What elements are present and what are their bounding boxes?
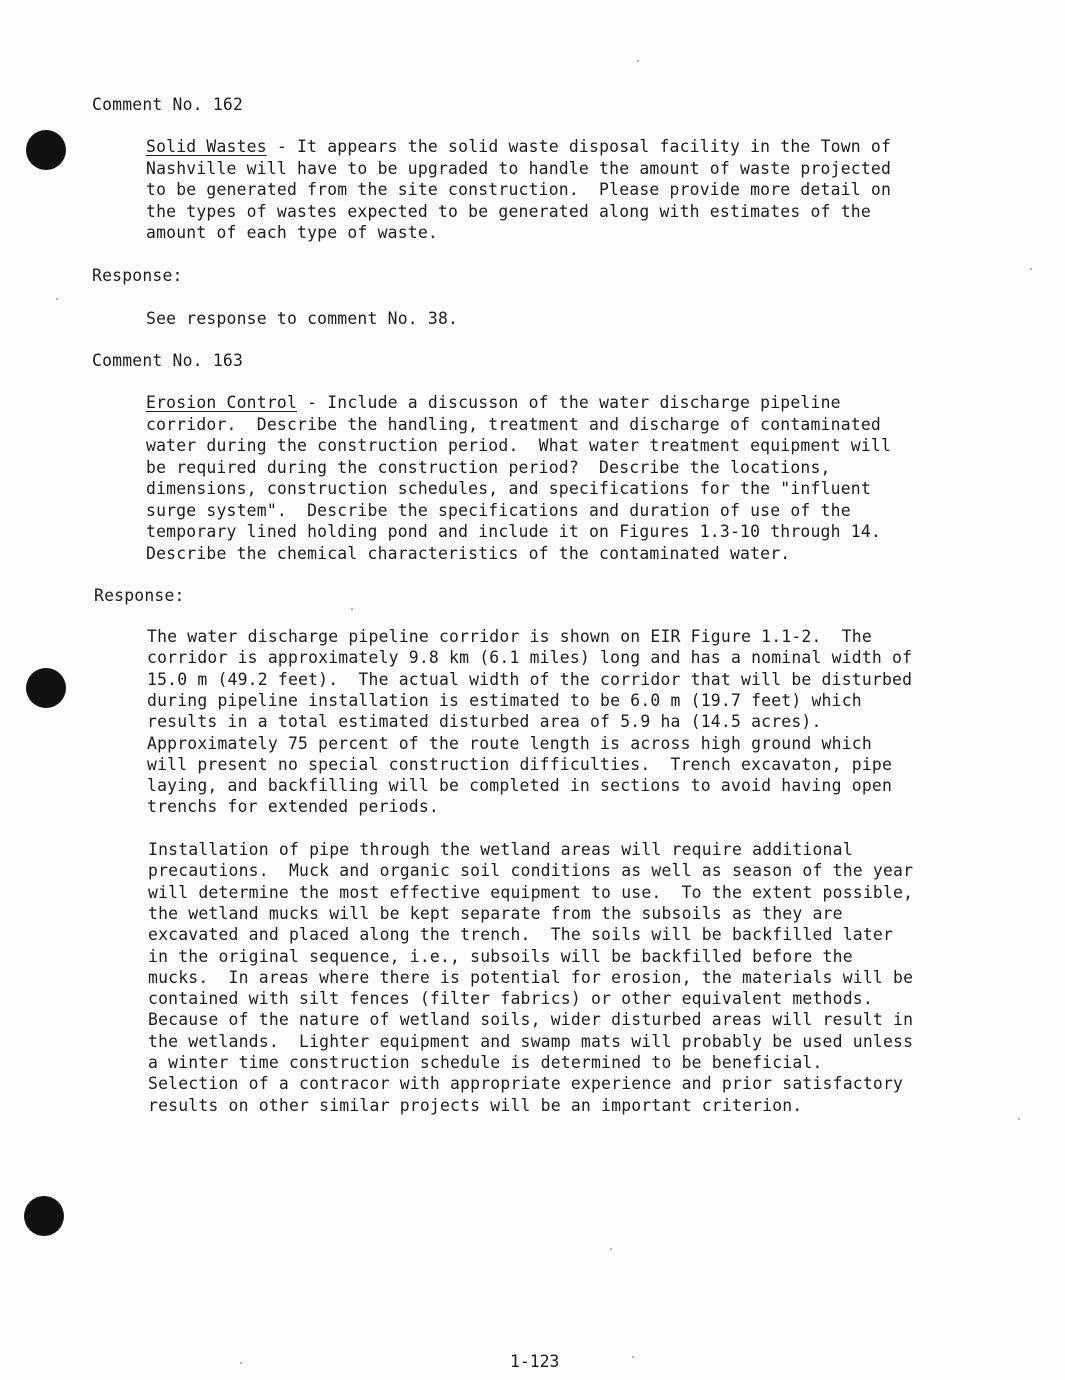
comment-163-line: temporary lined holding pond and include it on Figures 1.3-10 through 14.: [146, 522, 881, 541]
scan-speck: [1018, 1118, 1020, 1120]
comment-163-text: - Include a discusson of the water discharge pipeline: [297, 393, 841, 412]
comment-162-line-1: [146, 136, 891, 157]
response-163-p2-line: the wetlands. Lighter equipment and swamp mats will probably be used unless: [148, 1031, 914, 1051]
response-163-p2-line: the wetland mucks will be kept separate from the subsoils as they are: [148, 903, 843, 923]
comment-162-line: Nashville will have to be upgraded to handle the amount of waste projected: [146, 158, 892, 178]
response-163-p2-line: precautions. Muck and organic soil conditions as well as season of the year: [148, 861, 914, 881]
response-163-p1-line: during pipeline installation is estimated to be 6.0 m (19.7 feet) which: [147, 690, 862, 710]
response-162-heading: Response:: [92, 266, 183, 285]
response-163-heading: Response:: [94, 586, 185, 605]
response-163-p1-line: trenchs for extended periods.: [147, 797, 439, 817]
punch-hole-bottom: [24, 1196, 64, 1236]
response-163-p1-line: The water discharge pipeline corridor is shown on EIR Figure 1.1-2. The: [147, 627, 872, 646]
scan-speck: [1030, 268, 1032, 270]
response-163-p1-line: laying, and backfilling will be completed in sections to avoid having open: [147, 776, 893, 796]
scan-speck: [632, 1356, 634, 1358]
page-number: 1-123: [510, 1352, 560, 1371]
scan-speck: [240, 1362, 242, 1364]
comment-163-line: surge system". Describe the specifications and duration of use of the: [146, 500, 851, 520]
response-163-p2-line: results on other similar projects will be an important criterion.: [148, 1095, 803, 1115]
comment-162-line: the types of wastes expected to be generated along with estimates of the: [146, 201, 871, 221]
comment-163-line: corridor. Describe the handling, treatment and discharge of contaminated: [146, 414, 881, 434]
comment-162-line: amount of each type of waste.: [146, 223, 438, 242]
scan-speck: [56, 298, 58, 300]
scan-speck: [351, 608, 353, 610]
punch-hole-top: [26, 130, 66, 170]
response-163-p2-line: excavated and placed along the trench. The soils will be backfilled later: [148, 925, 894, 945]
response-163-p1-line: results in a total estimated disturbed area of 5.9 ha (14.5 acres).: [147, 712, 822, 732]
response-163-p2-line: in the original sequence, i.e., subsoils will be backfilled before the: [148, 946, 853, 966]
response-163-p2-line: Installation of pipe through the wetland areas will require additional: [148, 840, 853, 859]
comment-163-line-1: [146, 392, 841, 413]
response-163-p2-line: mucks. In areas where there is potential for erosion, the materials will be: [148, 967, 914, 987]
response-163-p2-line: Selection of a contracor with appropriate experience and prior satisfactory: [148, 1074, 904, 1094]
response-163-p2-line: will determine the most effective equipment to use. To the extent possible,: [148, 882, 914, 902]
response-163-p1-line: will present no special construction difficulties. Trench excavaton, pipe: [147, 754, 893, 774]
comment-163-line: dimensions, construction schedules, and specifications for the "influent: [146, 479, 871, 498]
response-163-p2-line: contained with silt fences (filter fabrics) or other equivalent methods.: [148, 989, 873, 1009]
scan-speck: [637, 60, 639, 62]
comment-162-text: - It appears the solid waste disposal facility in the Town of: [266, 137, 892, 156]
punch-hole-middle: [26, 668, 66, 708]
comment-163-heading: Comment No. 163: [92, 351, 244, 370]
comment-162-heading: Comment No. 162: [92, 95, 244, 114]
response-163-p2-line: a winter time construction schedule is determined to be beneficial.: [148, 1053, 823, 1072]
comment-162-topic: Solid Wastes: [146, 137, 267, 156]
comment-163-line: water during the construction period. What water treatment equipment will: [146, 436, 892, 455]
comment-163-topic: Erosion Control: [146, 393, 298, 412]
scan-speck: [610, 1248, 612, 1250]
response-163-p2-line: Because of the nature of wetland soils, wider disturbed areas will result in: [148, 1010, 914, 1030]
comment-162-line: to be generated from the site construction. Please provide more detail on: [146, 180, 892, 199]
comment-163-line: be required during the construction period? Describe the locations,: [146, 457, 831, 477]
response-163-p1-line: Approximately 75 percent of the route length is across high ground which: [147, 733, 872, 753]
comment-163-line: Describe the chemical characteristics of the contaminated water.: [146, 543, 791, 563]
response-162-text: See response to comment No. 38.: [146, 309, 459, 328]
response-163-p1-line: corridor is approximately 9.8 km (6.1 miles) long and has a nominal width of: [147, 648, 913, 668]
response-163-p1-line: 15.0 m (49.2 feet). The actual width of the corridor that will be disturbed: [147, 669, 913, 689]
